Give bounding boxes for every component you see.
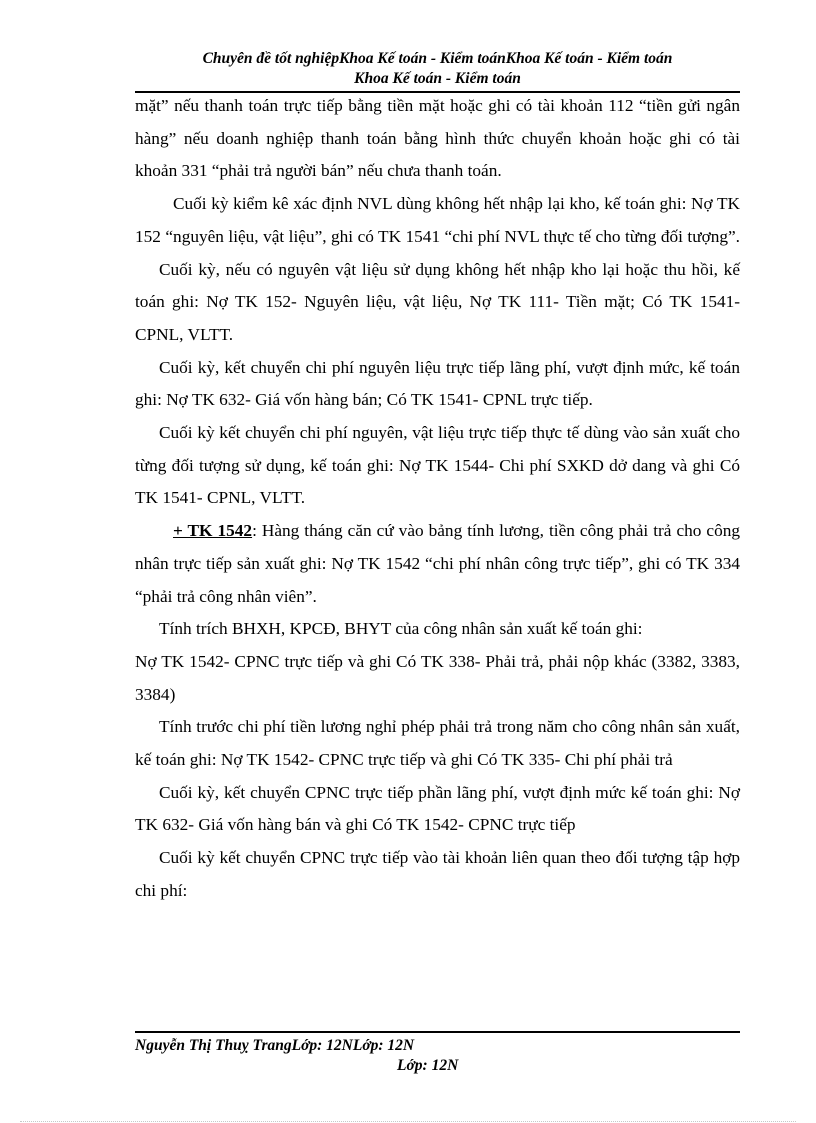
paragraph-2: Cuối kỳ kiểm kê xác định NVL dùng không hết nhập lại kho, kế toán ghi: Nợ TK 152 “nguyên liệu, vật liệu”, ghi có TK 1541 “chi phí NVL thực tế cho từng đối tượng”. <box>135 194 740 246</box>
page-bottom-edge <box>20 1121 796 1122</box>
footer-line-2: Lớp: 12N <box>397 1057 459 1074</box>
paragraph-6 <box>135 515 740 613</box>
footer-line-1: Nguyễn Thị Thuỵ TrangLớp: 12NLớp: 12N <box>135 1037 415 1054</box>
paragraph-9: Tính trước chi phí tiền lương nghỉ phép phải trả trong năm cho công nhân sản xuất, kế toán ghi: Nợ TK 1542- CPNC trực tiếp và ghi Có TK 335- Chi phí phải trả <box>135 717 740 770</box>
tk-1542-label: + TK 1542 <box>173 521 253 541</box>
header-line-2: Khoa Kế toán - Kiểm toán <box>354 70 521 87</box>
footer-divider <box>135 1031 740 1033</box>
paragraph-4: Cuối kỳ, kết chuyển chi phí nguyên liệu trực tiếp lãng phí, vượt định mức, kế toán ghi: Nợ TK 632- Giá vốn hàng bán; Có TK 1541- CPNL trực tiếp. <box>135 357 740 410</box>
document-body <box>135 90 740 908</box>
paragraph-3: Cuối kỳ, nếu có nguyên vật liệu sử dụng không hết nhập kho lại hoặc thu hồi, kế toán ghi: Nợ TK 152- Nguyên liệu, vật liệu, Nợ TK 111- Tiền mặt; Có TK 1541- CPNL, VLTT. <box>135 259 740 344</box>
paragraph-10: Cuối kỳ, kết chuyển CPNC trực tiếp phần lãng phí, vượt định mức kế toán ghi: Nợ TK 632- Giá vốn hàng bán và ghi Có TK 1542- CPNC trực tiếp <box>135 782 740 835</box>
paragraph-11: Cuối kỳ kết chuyển CPNC trực tiếp vào tài khoản liên quan theo đối tượng tập hợp chi phí: <box>135 848 740 900</box>
paragraph-7: Tính trích BHXH, KPCĐ, BHYT của công nhân sản xuất kế toán ghi: <box>159 619 643 639</box>
page-footer <box>135 1036 740 1076</box>
paragraph-1: mặt” nếu thanh toán trực tiếp bằng tiền mặt hoặc ghi có tài khoản 112 “tiền gửi ngân hàng” nếu doanh nghiệp thanh toán bằng hình thức chuyển khoản hoặc ghi có tài khoản 331 “phải trả người bán” nếu chưa thanh toán. <box>135 96 740 181</box>
header-line-1: Chuyên đề tốt nghiệpKhoa Kế toán - Kiểm toánKhoa Kế toán - Kiểm toán <box>202 50 673 67</box>
paragraph-8: Nợ TK 1542- CPNC trực tiếp và ghi Có TK 338- Phải trả, phải nộp khác (3382, 3383, 3384) <box>135 651 740 704</box>
page-header <box>135 49 740 89</box>
tk-1542-text: : Hàng tháng căn cứ vào bảng tính lương, tiền công phải trả cho công nhân trực tiếp sản xuất ghi: Nợ TK 1542 “chi phí nhân công trực tiếp”, ghi có TK 334 “phải trả công nhân viên”. <box>135 521 740 606</box>
paragraph-5: Cuối kỳ kết chuyển chi phí nguyên, vật liệu trực tiếp thực tế dùng vào sản xuất cho từng đối tượng sử dụng, kế toán ghi: Nợ TK 1544- Chi phí SXKD dở dang và ghi Có TK 1541- CPNL, VLTT. <box>135 423 740 508</box>
